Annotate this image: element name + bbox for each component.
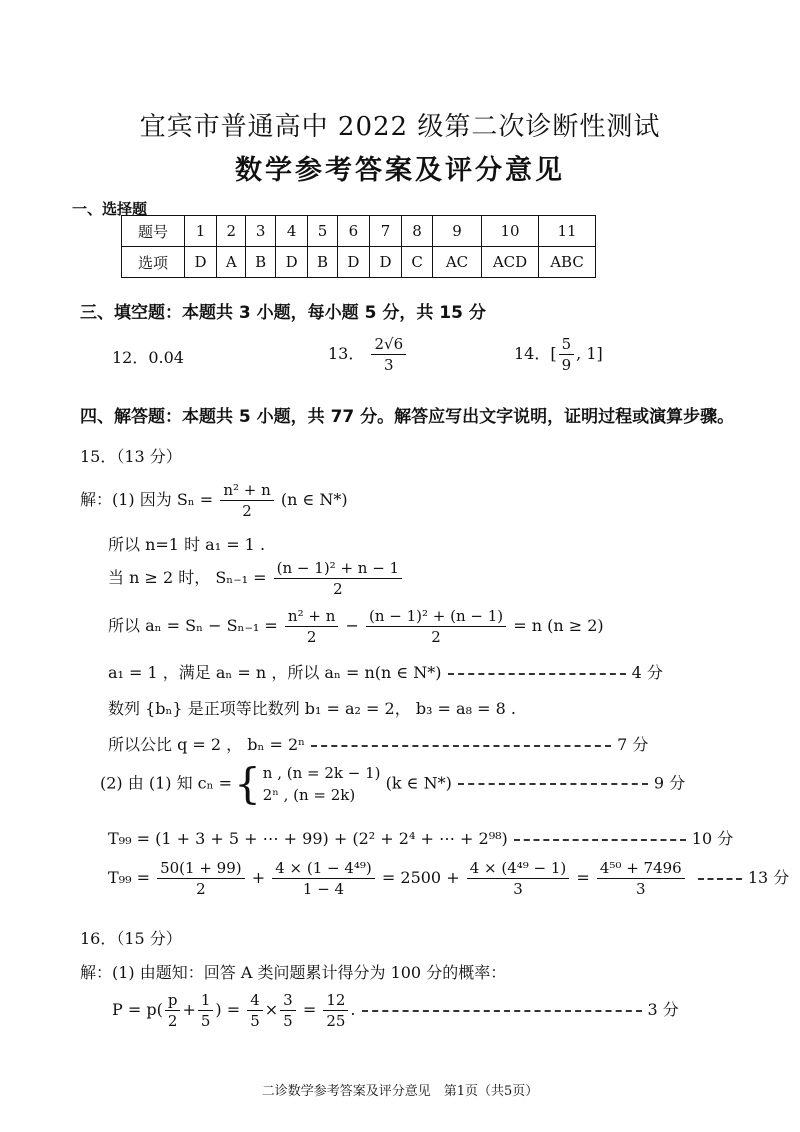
text: ) = xyxy=(215,1000,241,1019)
q15-line-8 xyxy=(100,759,686,808)
q15-line-1 xyxy=(80,480,348,521)
fraction-numerator: p xyxy=(165,990,181,1011)
score-mark: 3 分 xyxy=(647,1000,679,1019)
fraction-denominator: 3 xyxy=(636,880,646,898)
brace-icon: { xyxy=(234,759,261,808)
page-footer: 二诊数学参考答案及评分意见 第1页（共5页） xyxy=(261,1084,539,1099)
operator: × xyxy=(264,1000,279,1019)
q15-label: 15．（13 分） xyxy=(80,447,182,466)
text: 所以 aₙ = Sₙ − Sₙ₋₁ = xyxy=(108,616,278,635)
table-cell: 9 xyxy=(433,216,482,247)
fraction-denominator: 2 xyxy=(196,880,206,898)
fraction-denominator: 25 xyxy=(326,1012,346,1030)
fraction-numerator: (n − 1)² + (n − 1) xyxy=(366,606,506,627)
operator: + xyxy=(251,868,266,887)
document-title: 宜宾市普通高中 2022 级第二次诊断性测试 xyxy=(139,112,661,142)
fraction-denominator: 5 xyxy=(250,1012,260,1030)
q16-label: 16．（15 分） xyxy=(80,929,182,948)
score-mark: 7 分 xyxy=(617,735,649,754)
text: = 2500 + xyxy=(381,868,460,887)
section-4-heading: 四、解答题：本题共 5 小题，共 77 分。解答应写出文字说明，证明过程或演算步骤。 xyxy=(80,407,735,427)
table-cell: 10 xyxy=(482,216,539,247)
fraction-numerator: 4 × (4⁴⁹ − 1) xyxy=(467,858,570,879)
score-mark: 13 分 xyxy=(747,868,790,887)
score-mark: 9 分 xyxy=(653,773,686,793)
answer-14 xyxy=(514,334,603,375)
text: a₁ = 1 ，满足 aₙ = n ，所以 aₙ = n(n ∈ N*) xyxy=(108,663,442,682)
answer-table xyxy=(121,215,596,278)
case-1: n , (n = 2k − 1) xyxy=(262,764,381,782)
table-cell: B xyxy=(246,247,276,278)
table-cell: 3 xyxy=(246,216,276,247)
text: (2) 由 (1) 知 cₙ = xyxy=(100,773,233,793)
table-cell: D xyxy=(337,247,369,278)
fraction xyxy=(274,558,402,599)
fraction xyxy=(366,606,506,647)
bracket-close: , 1] xyxy=(576,344,603,363)
fraction-denominator: 2 xyxy=(167,1012,178,1030)
score-leader xyxy=(311,745,611,747)
score-leader xyxy=(698,878,742,880)
fraction-numerator: n² + n xyxy=(285,606,338,627)
fraction xyxy=(198,990,214,1031)
score-leader xyxy=(362,1010,642,1012)
table-cell: AC xyxy=(433,247,482,278)
operator: − xyxy=(345,616,359,635)
fraction-numerator: 3 xyxy=(280,990,296,1011)
table-cell: 6 xyxy=(337,216,369,247)
fraction-denominator: 9 xyxy=(561,356,572,374)
table-cell: D xyxy=(185,247,217,278)
table-cell: 2 xyxy=(217,216,246,247)
fraction-numerator: n² + n xyxy=(220,480,273,501)
fraction-denominator: 2 xyxy=(242,502,252,520)
table-cell: D xyxy=(369,247,401,278)
fraction-denominator: 3 xyxy=(384,356,394,374)
table-header-cell: 题号 xyxy=(122,216,185,247)
q16-line-2 xyxy=(112,990,679,1031)
q15-line-4 xyxy=(108,606,604,647)
document-subtitle: 数学参考答案及评分意见 xyxy=(235,155,565,186)
score-mark: 4 分 xyxy=(631,663,663,682)
table-cell: C xyxy=(402,247,433,278)
fraction-numerator: 2√6 xyxy=(371,334,406,355)
fraction xyxy=(272,858,375,899)
text: T₉₉ = (1 + 3 + 5 + ⋯ + 99) + (2² + 2⁴ + ⋯ + 2⁹⁸) xyxy=(108,829,508,848)
fraction xyxy=(220,480,273,521)
score-leader xyxy=(514,839,686,841)
section-1-heading: 一、选择题 xyxy=(72,200,148,218)
fraction-numerator: 4⁵⁰ + 7496 xyxy=(597,858,685,879)
table-cell: 5 xyxy=(308,216,338,247)
fraction-denominator: 5 xyxy=(283,1012,293,1030)
q15-line-6: 数列 {bₙ} 是正项等比数列 b₁ = a₂ = 2， b₃ = a₈ = 8 . xyxy=(108,699,516,718)
piecewise-cases xyxy=(263,762,381,806)
text: = n (n ≥ 2) xyxy=(513,616,604,635)
fraction xyxy=(597,858,685,899)
fraction-numerator: 5 xyxy=(559,334,575,355)
fraction-denominator: 2 xyxy=(333,580,343,598)
fraction xyxy=(165,990,181,1031)
q15-line-7 xyxy=(108,732,648,755)
q16-line-1: 解：(1) 由题知：回答 A 类问题累计得分为 100 分的概率： xyxy=(80,963,507,982)
score-leader xyxy=(448,673,626,675)
fraction xyxy=(323,990,348,1031)
table-cell: 4 xyxy=(276,216,308,247)
fraction-numerator: 4 × (1 − 4⁴⁹) xyxy=(272,858,375,879)
fraction-denominator: 1 − 4 xyxy=(302,880,345,898)
fraction-numerator: 4 xyxy=(247,990,263,1011)
answer-13-fraction xyxy=(371,334,406,375)
q15-line-2: 所以 n=1 时 a₁ = 1 . xyxy=(108,535,266,554)
table-cell: A xyxy=(217,247,246,278)
fraction-numerator: 12 xyxy=(323,990,348,1011)
text: . xyxy=(350,1000,356,1019)
operator: = xyxy=(576,868,590,887)
answer-14-fraction xyxy=(559,334,575,375)
text: T₉₉ = xyxy=(108,868,150,887)
table-cell: 1 xyxy=(185,216,217,247)
fraction-numerator: 50(1 + 99) xyxy=(157,858,245,879)
table-cell: 7 xyxy=(369,216,401,247)
table-row-answers xyxy=(122,247,596,278)
table-cell: 11 xyxy=(539,216,596,247)
text: (n ∈ N*) xyxy=(280,490,348,509)
answer-13-label: 13． xyxy=(328,344,365,363)
fraction-numerator: 1 xyxy=(198,990,214,1011)
q15-line-5 xyxy=(108,660,663,683)
score-leader xyxy=(458,783,648,785)
answer-12: 12．0.04 xyxy=(112,348,184,367)
q15-line-3 xyxy=(108,558,404,599)
operator: = xyxy=(302,1000,317,1019)
fraction xyxy=(467,858,570,899)
text: 所以公比 q = 2 ， bₙ = 2ⁿ xyxy=(108,735,306,754)
score-mark: 10 分 xyxy=(691,829,734,848)
fraction-denominator: 2 xyxy=(306,628,317,646)
fraction xyxy=(157,858,245,899)
text: 当 n ≥ 2 时， Sₙ₋₁ = xyxy=(108,568,267,587)
fraction xyxy=(247,990,263,1031)
fraction xyxy=(285,606,338,647)
bracket-open: [ xyxy=(550,344,557,363)
text: 解：(1) 因为 Sₙ = xyxy=(80,490,214,509)
fraction-denominator: 2 xyxy=(431,628,441,646)
text: (k ∈ N*) xyxy=(385,773,452,793)
case-2: 2ⁿ , (n = 2k) xyxy=(262,786,356,804)
fraction xyxy=(280,990,296,1031)
text: P = p( xyxy=(112,1000,163,1019)
q15-line-10 xyxy=(108,858,789,899)
table-cell: B xyxy=(308,247,338,278)
answer-13 xyxy=(328,334,408,375)
fraction-denominator: 3 xyxy=(513,880,523,898)
answer-14-label: 14． xyxy=(514,344,551,363)
table-header-cell: 选项 xyxy=(122,247,185,278)
table-cell: ACD xyxy=(482,247,539,278)
table-cell: D xyxy=(276,247,308,278)
fraction-denominator: 5 xyxy=(200,1012,211,1030)
table-cell: ABC xyxy=(539,247,596,278)
table-row-numbers xyxy=(122,216,596,247)
operator: + xyxy=(182,1000,196,1019)
section-3-heading: 三、填空题：本题共 3 小题，每小题 5 分，共 15 分 xyxy=(80,303,486,323)
fraction-numerator: (n − 1)² + n − 1 xyxy=(274,558,402,579)
table-cell: 8 xyxy=(402,216,433,247)
q15-line-9 xyxy=(108,826,733,849)
